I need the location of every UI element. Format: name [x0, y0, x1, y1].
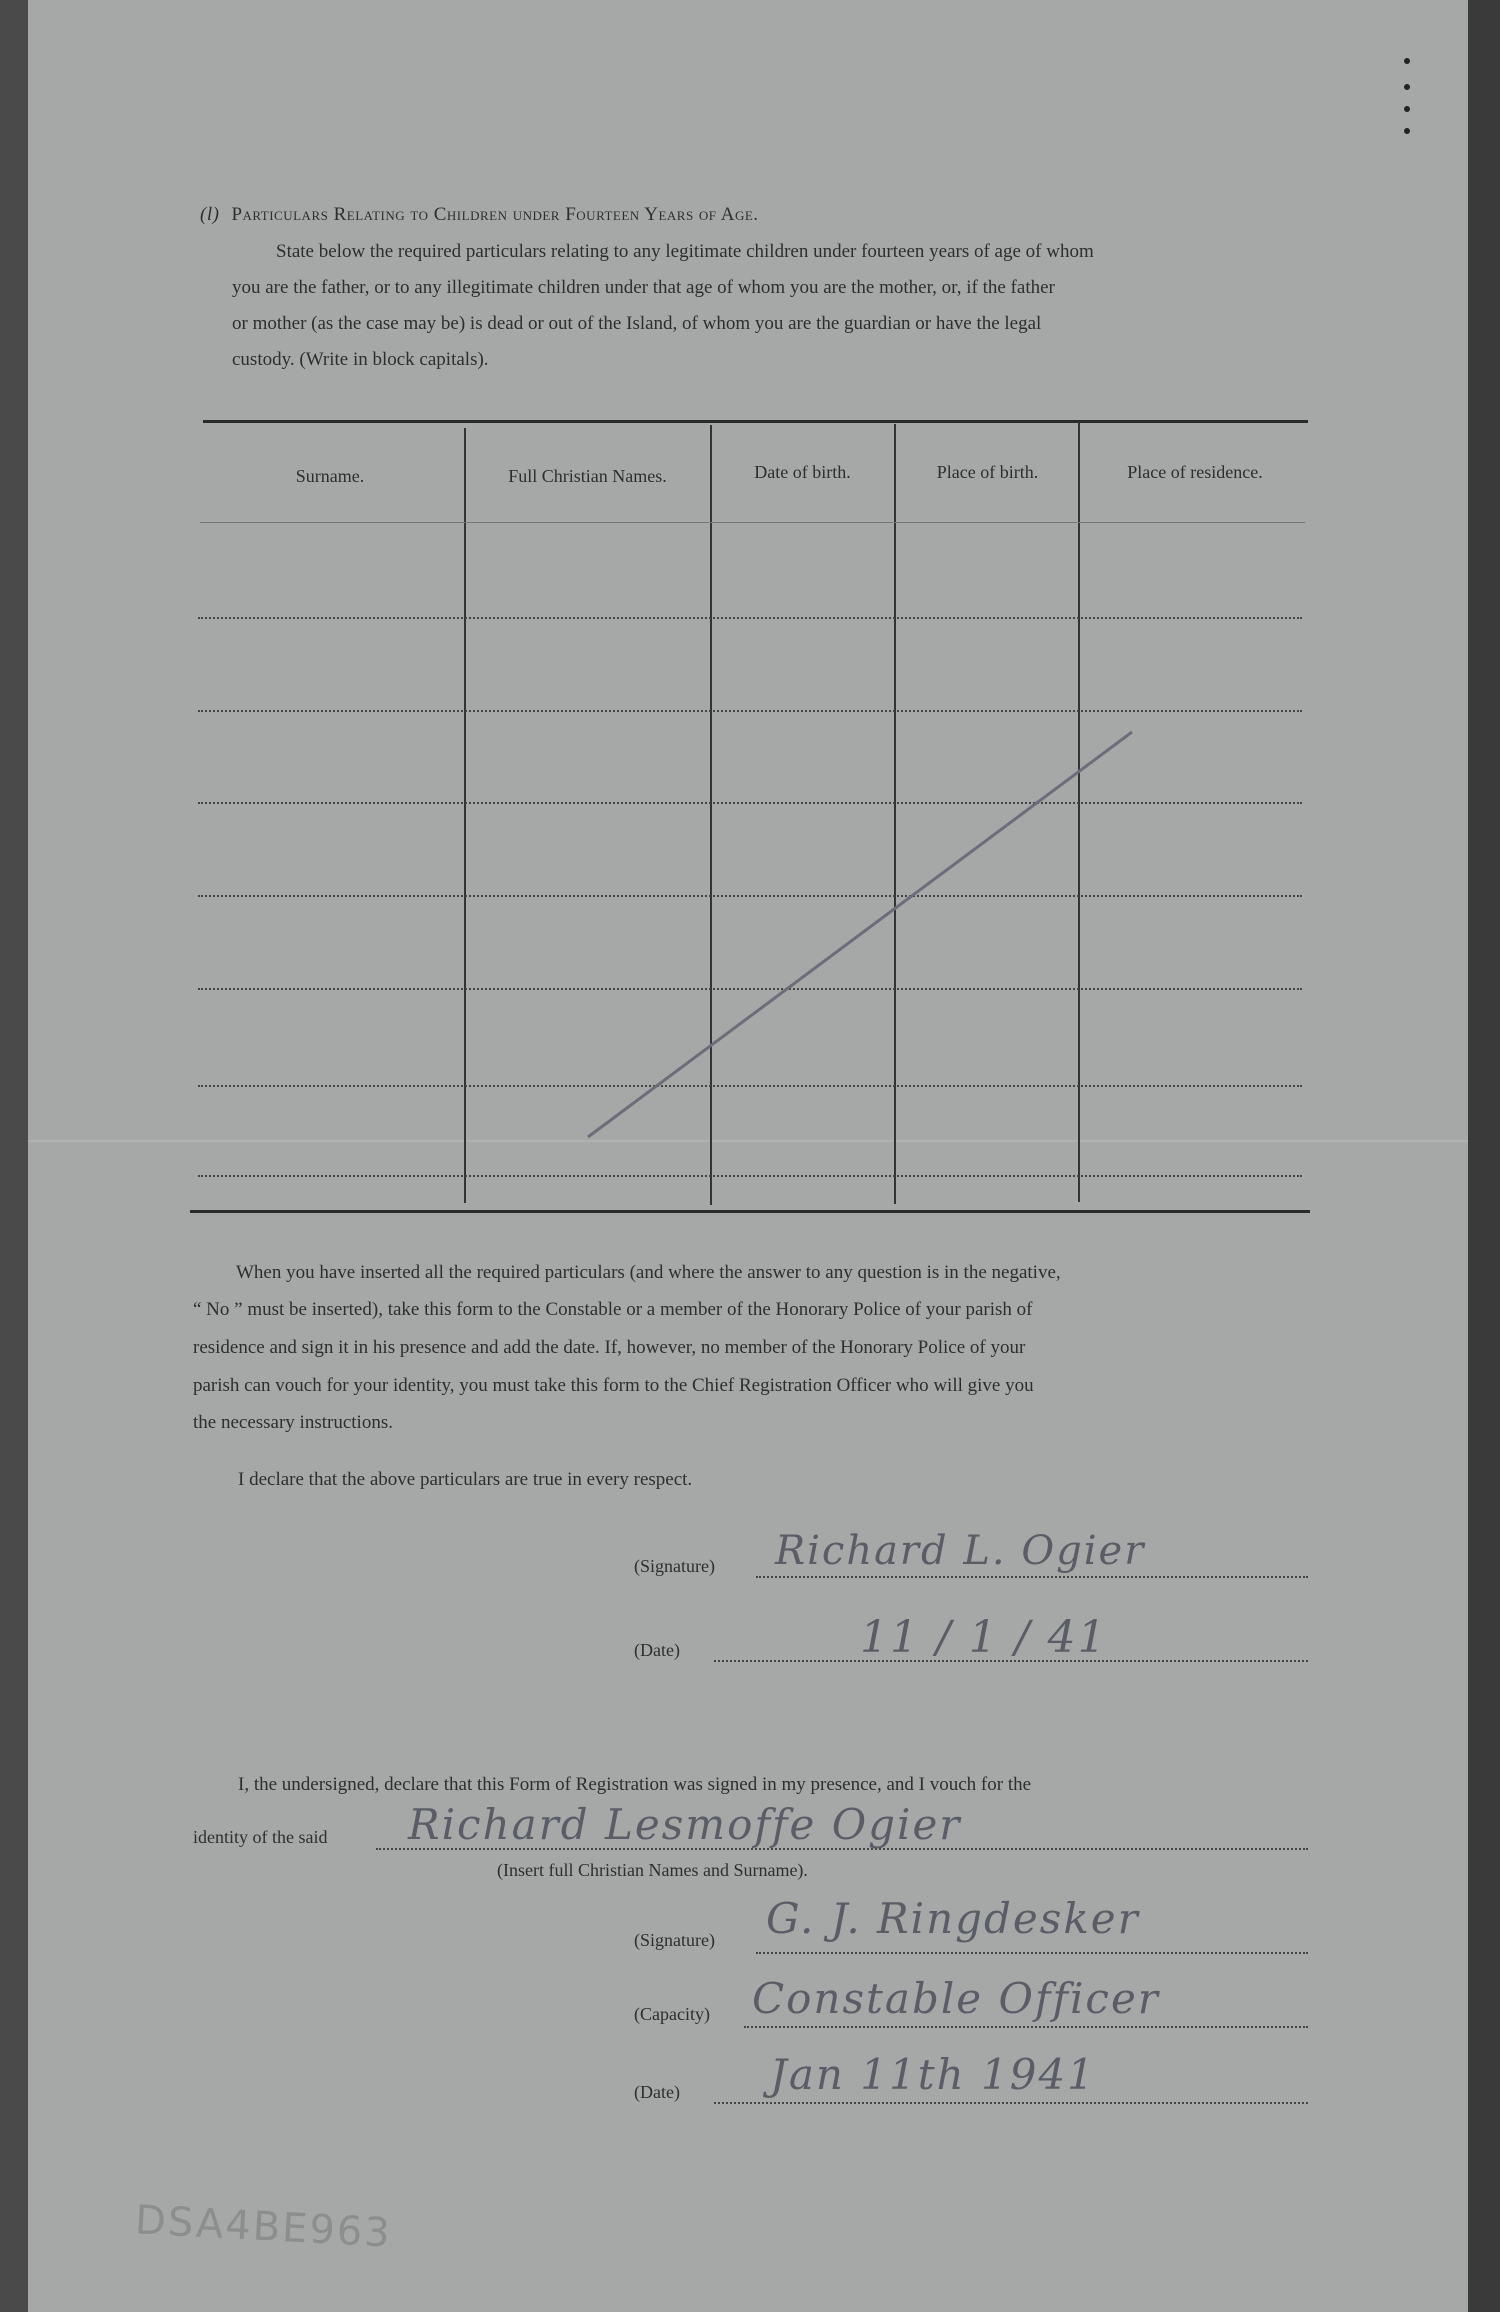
constable-signature-line [756, 1952, 1308, 1954]
constable-signature-label: (Signature) [634, 1930, 715, 1950]
instructions-line-3: residence and sign it in his presence and add the date. If, however, no member of the Honorary Police of your [193, 1337, 1026, 1358]
constable-date-line [714, 2102, 1308, 2104]
declaration-text: I declare that the above particulars are true in every respect. [238, 1469, 693, 1490]
instructions-line-2: “ No ” must be inserted), take this form to the Constable or a member of the Honorary Police of your parish of [193, 1299, 1033, 1320]
binder-mark [1404, 128, 1410, 134]
header-christian-names: Full Christian Names. [508, 466, 667, 486]
header-date-of-birth: Date of birth. [754, 462, 851, 482]
constable-date: Jan 11th 1941 [770, 2050, 1096, 2099]
instructions-line-1: When you have inserted all the required particulars (and where the answer to any question is in the negative, [236, 1262, 1061, 1283]
declaration-signature-label: (Signature) [634, 1556, 715, 1576]
declaration-signature: Richard L. Ogier [775, 1528, 1146, 1574]
binder-mark [1404, 106, 1410, 112]
header-place-of-birth: Place of birth. [936, 462, 1039, 482]
section-title: Particulars Relating to Children under Fourteen Years of Age. [231, 204, 759, 225]
header-surname: Surname. [295, 466, 365, 486]
archive-reference-stamp: DSA4BE963 [133, 2197, 393, 2257]
capacity-label: (Capacity) [634, 2004, 710, 2024]
declaration-signature-line [756, 1576, 1308, 1578]
capacity-line [744, 2026, 1308, 2028]
instruction-line-3: or mother (as the case may be) is dead or out of the Island, of whom you are the guardian or have the legal [232, 313, 1042, 334]
constable-signature: G. J. Ringdesker [766, 1894, 1140, 1943]
binder-mark [1404, 84, 1410, 90]
insert-note: (Insert full Christian Names and Surname). [497, 1860, 808, 1880]
header-place-of-residence: Place of residence. [1127, 462, 1263, 482]
declaration-date: 11 / 1 / 41 [860, 1612, 1108, 1663]
capacity-value: Constable Officer [752, 1974, 1160, 2023]
instruction-line-2: you are the father, or to any illegitimate children under that age of whom you are the mother, or, if the father [232, 277, 1055, 298]
identity-label: identity of the said [193, 1827, 328, 1847]
vouch-line-1: I, the undersigned, declare that this Form of Registration was signed in my presence, and I vouch for the [238, 1774, 1032, 1795]
instructions-line-5: the necessary instructions. [193, 1412, 393, 1433]
instruction-line-4: custody. (Write in block capitals). [232, 349, 489, 370]
identity-name: Richard Lesmoffe Ogier [408, 1800, 962, 1849]
binder-mark [1404, 58, 1410, 64]
section-label: (l) [200, 204, 220, 225]
declaration-date-label: (Date) [634, 1640, 680, 1660]
instructions-line-4: parish can vouch for your identity, you must take this form to the Chief Registration Officer who will give you [193, 1375, 1034, 1396]
constable-date-label: (Date) [634, 2082, 680, 2102]
instruction-line-1: State below the required particulars relating to any legitimate children under fourteen years of age of whom [276, 241, 1094, 262]
